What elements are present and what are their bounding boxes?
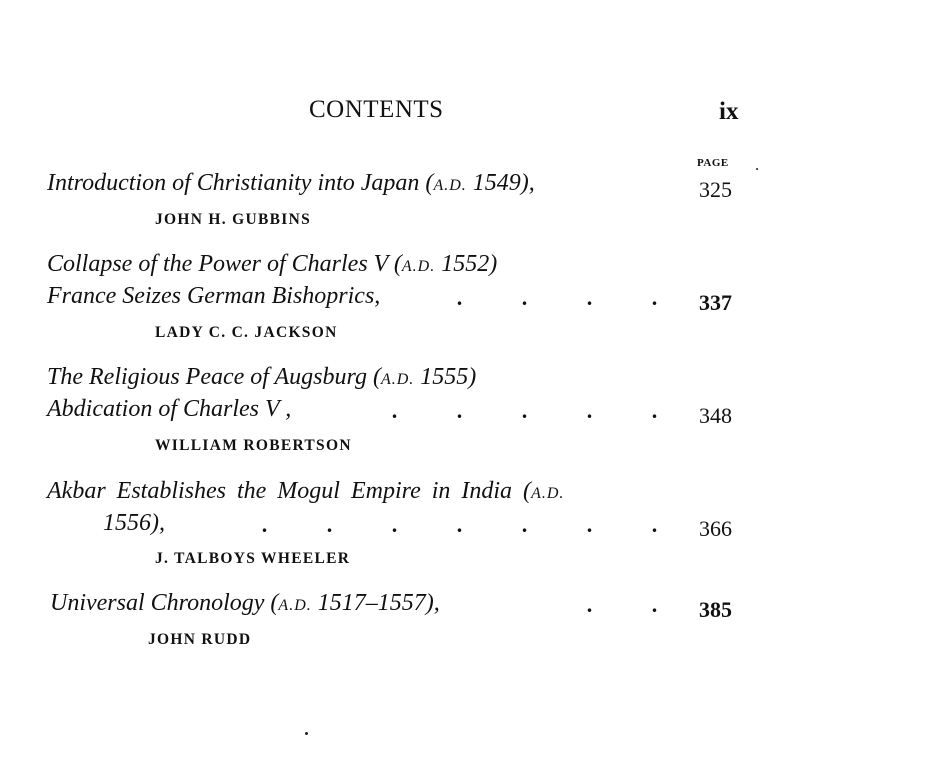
entry-4-author: J. TALBOYS WHEELER [155, 550, 351, 567]
entry-3-title-pre: The Religious Peace of Augsburg ( [47, 364, 381, 390]
entry-2-title-line1 [47, 251, 497, 278]
entry-3-title-line2: Abdication of Charles V , [47, 396, 292, 422]
entry-3-page: 348 [699, 403, 732, 428]
entry-5-ad: A.D. [278, 597, 312, 614]
entry-1-title-post: 1549), [466, 170, 535, 196]
entry-3-leader-dots: . . . . . [391, 398, 658, 423]
scan-speck [305, 732, 308, 735]
entry-1-title [47, 170, 535, 197]
entry-4-title-line2: 1556), [103, 510, 165, 536]
entry-2-title-post: 1552) [435, 251, 498, 277]
entry-3-ad: A.D. [380, 371, 415, 388]
entry-5-author: JOHN RUDD [148, 631, 252, 648]
entry-4-title-pre: Akbar Establishes the Mogul Empire in India ( [47, 478, 532, 504]
entry-2-title-line2: France Seizes German Bishoprics, [47, 283, 381, 309]
entry-5-page: 385 [699, 597, 732, 622]
scan-speck [756, 168, 758, 170]
entry-1-title-pre: Introduction of Christianity into Japan ( [47, 170, 434, 196]
entry-3-title-line1 [47, 364, 476, 391]
entry-3-author: WILLIAM ROBERTSON [155, 437, 352, 454]
entry-1-page: 325 [699, 177, 732, 202]
entry-5-title-pre: Universal Chronology ( [50, 590, 279, 616]
entry-5-title-post: 1517–1557), [311, 590, 440, 616]
page-column-label: PAGE [697, 157, 729, 169]
entry-1-author: JOHN H. GUBBINS [155, 211, 312, 228]
entry-2-author: LADY C. C. JACKSON [155, 324, 338, 341]
entry-2-leader-dots: . . . . [456, 285, 658, 310]
entry-5-leader-dots: . . [586, 592, 658, 617]
entry-2-page: 337 [699, 290, 732, 315]
entry-4-ad: A.D. [531, 485, 565, 502]
contents-heading: CONTENTS [309, 96, 444, 123]
entry-2-ad: A.D. [401, 258, 436, 275]
entry-3-title-post: 1555) [414, 364, 477, 390]
entry-2-title-pre: Collapse of the Power of Charles V ( [47, 251, 402, 277]
entry-4-page: 366 [699, 516, 732, 541]
entry-4-leader-dots: . . . . . . . [261, 512, 658, 537]
entry-5-title [50, 590, 440, 617]
entry-4-title-line1 [47, 478, 564, 505]
page-number: ix [719, 98, 739, 125]
entry-1-ad: A.D. [433, 177, 467, 194]
